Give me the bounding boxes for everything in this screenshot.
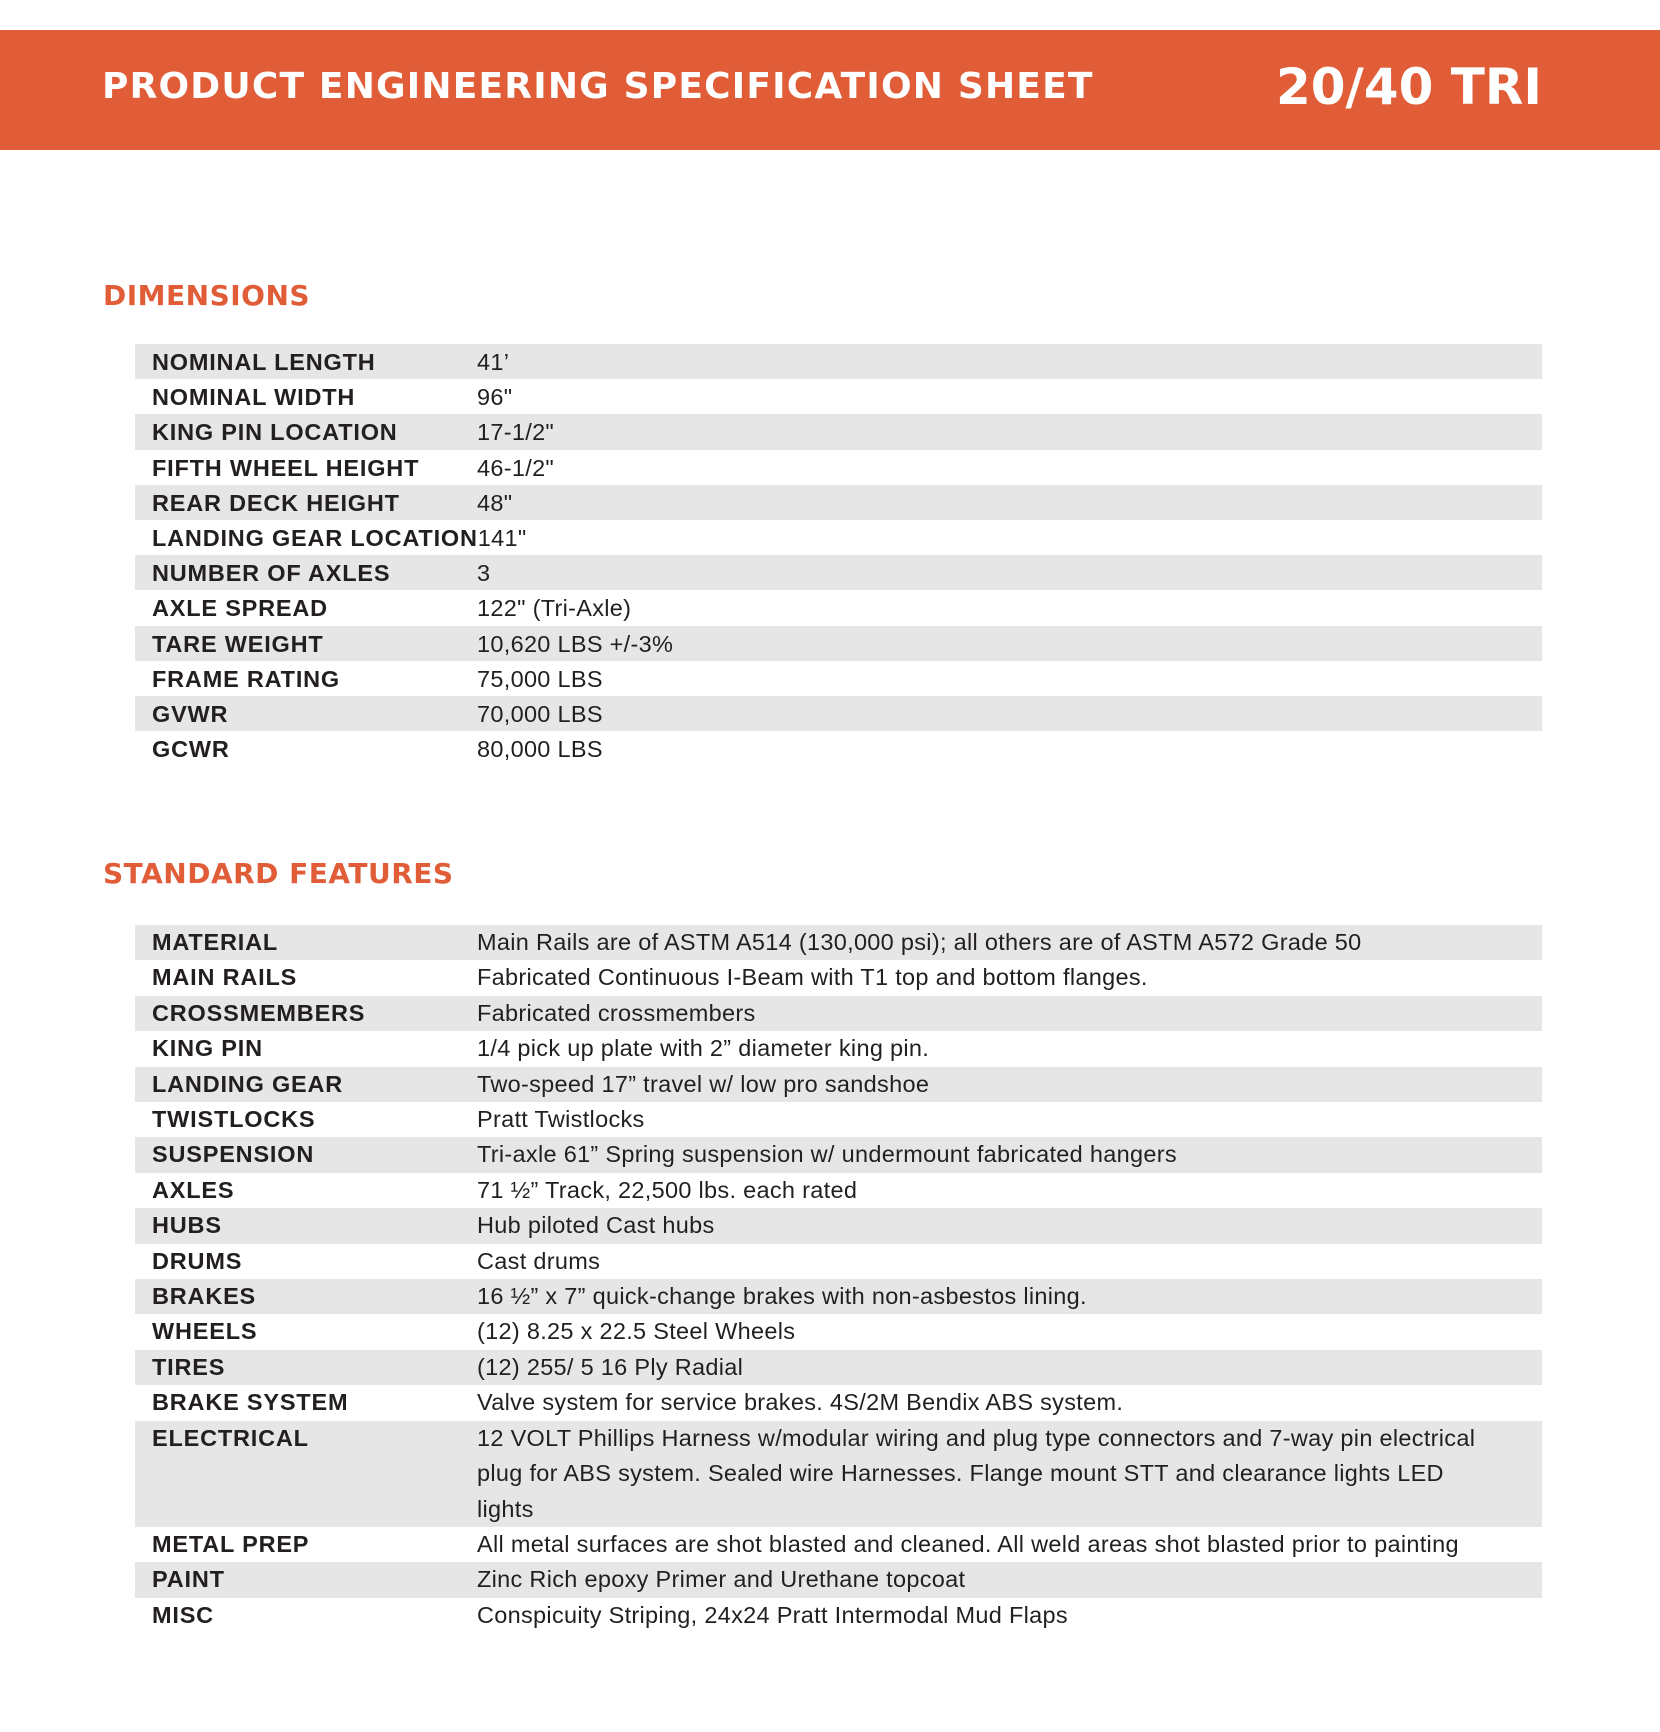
table-row (135, 626, 1542, 661)
spec-label: NOMINAL LENGTH (152, 349, 376, 375)
spec-label: TIRES (152, 1353, 226, 1380)
spec-value: 70,000 LBS (477, 700, 603, 727)
spec-value: Hub piloted Cast hubs (477, 1212, 715, 1239)
table-row (135, 925, 1542, 960)
spec-value: 46-1/2" (477, 454, 555, 481)
table-row (135, 520, 1542, 555)
spec-label: ELECTRICAL (152, 1424, 309, 1451)
spec-label: MAIN RAILS (152, 964, 298, 991)
spec-label: AXLES (152, 1176, 235, 1203)
table-row (135, 960, 1542, 995)
table-row (135, 1137, 1542, 1172)
spec-value: 80,000 LBS (477, 736, 603, 763)
spec-label: CROSSMEMBERS (152, 999, 366, 1026)
spec-value: Valve system for service brakes. 4S/2M Bendix ABS system. (477, 1389, 1124, 1416)
table-row (135, 555, 1542, 590)
spec-value: All metal surfaces are shot blasted and cleaned. All weld areas shot blasted prior to painting (477, 1530, 1459, 1557)
standard-features-heading: STANDARD FEATURES (103, 857, 454, 890)
spec-label: MATERIAL (152, 929, 279, 955)
spec-value: Fabricated Continuous I-Beam with T1 top and bottom flanges. (477, 964, 1148, 991)
spec-label: NOMINAL WIDTH (152, 384, 356, 411)
spec-label: GCWR (152, 736, 230, 763)
table-row (135, 1173, 1542, 1208)
table-row (135, 1208, 1542, 1243)
table-row (135, 1067, 1542, 1102)
spec-label: DRUMS (152, 1247, 243, 1274)
spec-value: 96" (477, 384, 513, 411)
spec-label: BRAKE SYSTEM (152, 1389, 349, 1416)
spec-value: 16 ½” x 7” quick-change brakes with non-asbestos lining. (477, 1283, 1087, 1310)
spec-value: Pratt Twistlocks (477, 1106, 645, 1133)
table-row (135, 1385, 1542, 1420)
table-row (135, 1031, 1542, 1066)
spec-value: Zinc Rich epoxy Primer and Urethane topcoat (477, 1566, 966, 1593)
dimensions-table (135, 344, 1542, 766)
table-row (135, 1279, 1542, 1314)
table-row (135, 731, 1542, 766)
spec-value: 12 VOLT Phillips Harness w/modular wiring and plug type connectors and 7-way pin electrical plug for ABS system. Sealed wire Harnesses. Flange mount STT and clearance lights LED lights (477, 1424, 1476, 1522)
spec-value: Two-speed 17” travel w/ low pro sandshoe (477, 1070, 930, 1097)
spec-value: Main Rails are of ASTM A514 (130,000 psi); all others are of ASTM A572 Grade 50 (477, 929, 1362, 955)
spec-value: (12) 8.25 x 22.5 Steel Wheels (477, 1318, 796, 1345)
spec-label: FRAME RATING (152, 665, 341, 692)
table-row (135, 485, 1542, 520)
spec-label: TARE WEIGHT (152, 630, 324, 657)
table-row (135, 996, 1542, 1031)
spec-label: METAL PREP (152, 1530, 310, 1557)
dimensions-heading: DIMENSIONS (103, 279, 311, 312)
spec-value: Fabricated crossmembers (477, 999, 756, 1026)
spec-label: BRAKES (152, 1283, 257, 1310)
spec-value: 141" (477, 524, 527, 551)
spec-label: LANDING GEAR (152, 1070, 344, 1097)
table-row (135, 696, 1542, 731)
table-row (135, 1562, 1542, 1597)
spec-value: 48" (477, 489, 513, 516)
spec-value: 75,000 LBS (477, 665, 603, 692)
spec-value: (12) 255/ 5 16 Ply Radial (477, 1353, 744, 1380)
spec-label: NUMBER OF AXLES (152, 560, 391, 587)
table-row (135, 414, 1542, 449)
table-row (135, 590, 1542, 625)
table-row (135, 1102, 1542, 1137)
table-row (135, 1527, 1542, 1562)
table-row (135, 450, 1542, 485)
spec-value: 41’ (477, 349, 510, 375)
spec-value: Conspicuity Striping, 24x24 Pratt Intermodal Mud Flaps (477, 1601, 1068, 1628)
spec-value: 1/4 pick up plate with 2” diameter king pin. (477, 1035, 930, 1062)
table-row (135, 1598, 1542, 1633)
table-row (135, 379, 1542, 414)
spec-value: 122" (Tri-Axle) (477, 595, 632, 622)
table-row (135, 344, 1542, 379)
spec-label: KING PIN LOCATION (152, 419, 398, 446)
spec-label: AXLE SPREAD (152, 595, 328, 622)
table-row (135, 1350, 1542, 1385)
spec-label: HUBS (152, 1212, 222, 1239)
spec-value: Cast drums (477, 1247, 601, 1274)
spec-label: SUSPENSION (152, 1141, 315, 1168)
spec-value: 3 (477, 560, 491, 587)
table-row (135, 661, 1542, 696)
page-title: PRODUCT ENGINEERING SPECIFICATION SHEET (102, 66, 1094, 107)
spec-label: GVWR (152, 700, 229, 727)
spec-value: 71 ½” Track, 22,500 lbs. each rated (477, 1176, 858, 1203)
table-row (135, 1244, 1542, 1279)
spec-label: MISC (152, 1601, 214, 1628)
spec-value: 10,620 LBS +/-3% (477, 630, 674, 657)
spec-label: TWISTLOCKS (152, 1106, 316, 1133)
spec-label: FIFTH WHEEL HEIGHT (152, 454, 420, 481)
standard-features-table (135, 925, 1542, 1633)
model-name: 20/40 TRI (1275, 58, 1542, 116)
spec-label: LANDING GEAR LOCATION (152, 524, 478, 551)
spec-value: 17-1/2" (477, 419, 555, 446)
spec-label: REAR DECK HEIGHT (152, 489, 400, 516)
spec-label: WHEELS (152, 1318, 258, 1345)
spec-label: KING PIN (152, 1035, 263, 1062)
spec-value: Tri-axle 61” Spring suspension w/ undermount fabricated hangers (477, 1141, 1177, 1168)
table-row (135, 1421, 1542, 1527)
table-row (135, 1314, 1542, 1349)
spec-label: PAINT (152, 1566, 225, 1593)
